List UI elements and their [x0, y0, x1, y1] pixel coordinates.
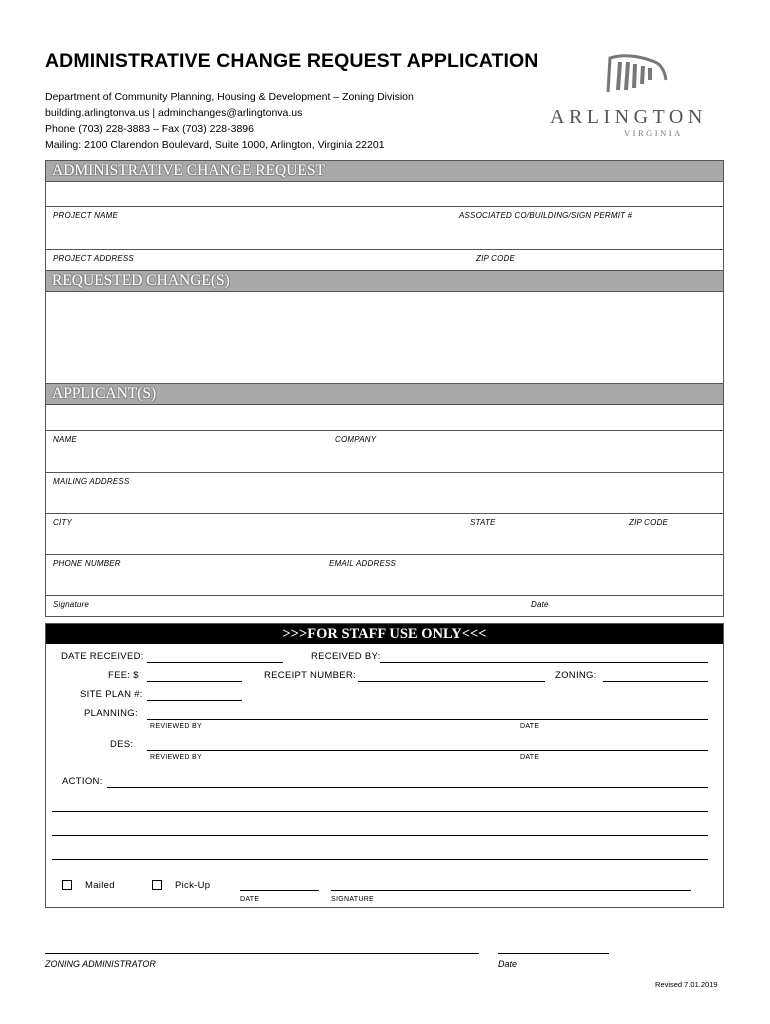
name-row[interactable]	[46, 430, 723, 472]
signature-label: Signature	[53, 600, 90, 609]
name-label: NAME	[53, 435, 77, 444]
site-plan-line[interactable]	[147, 700, 242, 701]
mailed-checkbox[interactable]	[62, 880, 72, 890]
pickup-signature-line[interactable]	[331, 890, 691, 891]
blank-row[interactable]	[46, 404, 723, 430]
pickup-signature-caption: SIGNATURE	[331, 896, 375, 903]
state-label: STATE	[470, 518, 496, 527]
requested-changes-area[interactable]	[46, 291, 723, 383]
planning-date-caption: DATE	[520, 723, 540, 730]
action-line-4[interactable]	[52, 859, 708, 860]
pickup-label: Pick-Up	[175, 880, 211, 891]
zoning-label: ZONING:	[555, 670, 597, 681]
site-plan-label: SITE PLAN #:	[80, 689, 143, 700]
received-by-label: RECEIVED BY:	[311, 651, 381, 662]
receipt-number-line[interactable]	[358, 681, 545, 682]
fee-label: FEE: $	[108, 670, 139, 681]
project-name-row[interactable]	[46, 206, 723, 249]
des-date-caption: DATE	[520, 754, 540, 761]
action-line-1[interactable]	[107, 787, 708, 788]
mailing-address-row[interactable]	[46, 472, 723, 513]
staff-use-section	[45, 623, 724, 908]
date-label: Date	[531, 600, 549, 609]
planning-label: PLANNING:	[84, 708, 138, 719]
project-address-row[interactable]	[46, 249, 723, 270]
planning-line[interactable]	[147, 719, 708, 720]
zip-code-label: ZIP CODE	[629, 518, 669, 527]
zoning-administrator-date-line[interactable]	[498, 953, 609, 954]
zip-code-label: ZIP CODE	[476, 254, 516, 263]
fee-line[interactable]	[147, 681, 242, 682]
section-requested-changes: REQUESTED CHANGE(S)	[46, 270, 723, 291]
receipt-number-label: RECEIPT NUMBER:	[264, 670, 356, 681]
action-line-3[interactable]	[52, 835, 708, 836]
pickup-checkbox[interactable]	[152, 880, 162, 890]
zoning-administrator-date-label: Date	[498, 959, 518, 969]
des-reviewed-by-caption: REVIEWED BY	[150, 754, 202, 761]
dept-line-2: building.arlingtonva.us | adminchanges@arlingtonva.us	[45, 107, 303, 119]
des-label: DES:	[110, 739, 134, 750]
planning-reviewed-by-caption: REVIEWED BY	[150, 723, 202, 730]
project-name-label: PROJECT NAME	[53, 211, 119, 220]
zoning-line[interactable]	[603, 681, 708, 682]
project-address-label: PROJECT ADDRESS	[53, 254, 134, 263]
pickup-date-caption: DATE	[240, 896, 260, 903]
city-label: CITY	[53, 518, 73, 527]
signature-row[interactable]	[46, 595, 723, 616]
date-received-label: DATE RECEIVED:	[61, 651, 144, 662]
action-line-2[interactable]	[52, 811, 708, 812]
blank-row[interactable]	[46, 181, 723, 206]
application-form	[45, 160, 724, 617]
phone-row[interactable]	[46, 554, 723, 595]
des-line[interactable]	[147, 750, 708, 751]
section-admin-change-request: ADMINISTRATIVE CHANGE REQUEST	[46, 161, 723, 181]
dept-line-3: Phone (703) 228-3883 – Fax (703) 228-3896	[45, 123, 254, 135]
permit-label: ASSOCIATED CO/BUILDING/SIGN PERMIT #	[459, 211, 633, 220]
mailed-label: Mailed	[85, 880, 115, 891]
email-label: EMAIL ADDRESS	[329, 559, 397, 568]
company-label: COMPANY	[335, 435, 377, 444]
section-applicants: APPLICANT(S)	[46, 383, 723, 404]
date-received-line[interactable]	[147, 662, 283, 663]
mailing-address-label: MAILING ADDRESS	[53, 477, 130, 486]
staff-use-title: >>>FOR STAFF USE ONLY<<<	[46, 624, 723, 644]
arlington-logo-icon	[600, 50, 670, 98]
city-row[interactable]	[46, 513, 723, 554]
revised-date: Revised 7.01.2019	[655, 980, 718, 989]
pickup-date-line[interactable]	[240, 890, 319, 891]
form-title: ADMINISTRATIVE CHANGE REQUEST APPLICATION	[45, 50, 539, 72]
dept-line-1: Department of Community Planning, Housing & Development – Zoning Division	[45, 91, 414, 103]
logo-wordmark: ARLINGTON	[550, 106, 707, 128]
action-label: ACTION:	[62, 776, 103, 787]
dept-line-4: Mailing: 2100 Clarendon Boulevard, Suite 1000, Arlington, Virginia 22201	[45, 139, 385, 151]
department-info	[45, 89, 414, 153]
zoning-administrator-label: ZONING ADMINISTRATOR	[45, 959, 156, 969]
logo-subtitle: VIRGINIA	[624, 128, 683, 138]
phone-label: PHONE NUMBER	[53, 559, 121, 568]
zoning-administrator-line[interactable]	[45, 953, 479, 954]
received-by-line[interactable]	[380, 662, 708, 663]
